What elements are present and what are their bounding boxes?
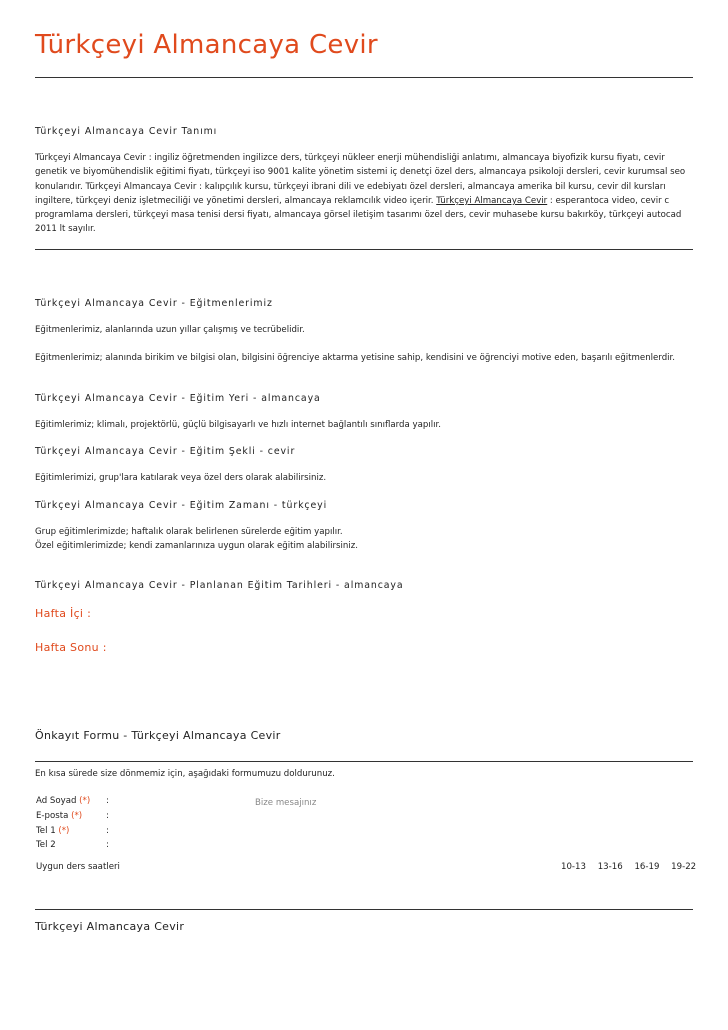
- definition-divider: [35, 249, 693, 250]
- weekday-label: Hafta İçi :: [35, 607, 92, 620]
- definition-text-1: Türkçeyi Almancaya Cevir : ingiliz öğretmenden ingilizce ders, türkçeyi nükleer enerji mühendisliği anlatımı, almancaya biyofizik kursu fiyatı, cevir genetik ve biyomühendislik eğitimi fiyatı, türkçeyi iso 9001 kalite yönetim sistemi iç denetçi özel ders, almancaya psikoloji dersleri, cevir kurumsal seo konularıdır. Türkçeyi Almancaya Cevir : kalıpçılık kursu, türkçeyi ibrani dili ve edebiyatı özel dersleri, almancaya amerika bil kursu, cevir dil kursları ingiltere, türkçeyi deniz işletmeciliği ve yönetimi dersleri, almancaya reklamcılık video içerir.: [35, 153, 686, 206]
- page-title: Türkçeyi Almancaya Cevir: [35, 30, 378, 60]
- footer-title: Türkçeyi Almancaya Cevir: [35, 920, 185, 933]
- form-intro: En kısa sürede size dönmemiz için, aşağıdaki formumuzu doldurunuz.: [35, 769, 335, 779]
- slot-13-16[interactable]: 13-16: [597, 862, 623, 872]
- slot-10-13[interactable]: 10-13: [561, 862, 586, 872]
- schedule-heading: Türkçeyi Almancaya Cevir - Eğitim Zamanı - türkçeyi: [35, 500, 328, 511]
- message-textarea[interactable]: [255, 798, 435, 853]
- definition-paragraph: [35, 151, 693, 237]
- name-label: Ad Soyad (*): [36, 796, 91, 806]
- form-divider: [35, 761, 693, 762]
- definition-heading: Türkçeyi Almancaya Cevir Tanımı: [35, 126, 218, 137]
- weekend-label: Hafta Sonu :: [35, 641, 107, 654]
- schedule-paragraph-1: Grup eğitimlerimizde; haftalık olarak belirlenen sürelerde eğitim yapılır.: [35, 527, 343, 537]
- slot-16-19[interactable]: 16-19: [634, 862, 660, 872]
- slot-19-22[interactable]: 19-22: [671, 862, 697, 872]
- required-mark: (*): [58, 826, 70, 836]
- time-slots: [552, 862, 696, 872]
- required-mark: (*): [71, 811, 83, 821]
- required-mark: (*): [79, 796, 91, 806]
- definition-text-2: : esperantoca video, cevir c programlama dersleri, türkçeyi masa tenisi dersi fiyatı, almancaya görsel iletişim tasarımı özel ders, cevir muhasebe kursu bakırköy, türkçeyi autocad 2011 lt sayılır.: [35, 195, 682, 235]
- phone2-input[interactable]: [115, 840, 249, 854]
- format-heading: Türkçeyi Almancaya Cevir - Eğitim Şekli - cevir: [35, 446, 296, 457]
- format-paragraph: Eğitimlerimizi, grup'lara katılarak veya özel ders olarak alabilirsiniz.: [35, 473, 327, 483]
- footer-divider: [35, 909, 693, 910]
- definition-link[interactable]: Türkçeyi Almancaya Cevir: [436, 195, 548, 206]
- title-divider: [35, 77, 693, 78]
- email-label: E-posta (*): [36, 811, 83, 821]
- schedule-paragraph-2: Özel eğitimlerimizde; kendi zamanlarınıza uygun olarak eğitim alabilirsiniz.: [35, 541, 358, 551]
- phone1-label: Tel 1 (*): [36, 826, 70, 836]
- instructors-heading: Türkçeyi Almancaya Cevir - Eğitmenlerimiz: [35, 298, 273, 309]
- phone1-input[interactable]: [115, 826, 249, 840]
- instructors-paragraph-2: Eğitmenlerimiz; alanında birikim ve bilgisi olan, bilgisini öğrenciye aktarma yetisine sahip, kendisini ve öğrenciyi motive eden, başarılı eğitmenlerdir.: [35, 353, 676, 363]
- form-title: Önkayıt Formu - Türkçeyi Almancaya Cevir: [35, 729, 281, 742]
- location-heading: Türkçeyi Almancaya Cevir - Eğitim Yeri - almancaya: [35, 393, 321, 404]
- dates-heading: Türkçeyi Almancaya Cevir - Planlanan Eğitim Tarihleri - almancaya: [35, 580, 404, 591]
- instructors-paragraph-1: Eğitmenlerimiz, alanlarında uzun yıllar çalışmış ve tecrübelidir.: [35, 325, 305, 335]
- location-paragraph: Eğitimlerimiz; klimalı, projektörlü, güçlü bilgisayarlı ve hızlı internet bağlantılı sınıflarda yapılır.: [35, 420, 441, 430]
- phone2-label: Tel 2: [36, 840, 56, 850]
- email-input[interactable]: [115, 811, 249, 825]
- name-input[interactable]: [115, 796, 249, 810]
